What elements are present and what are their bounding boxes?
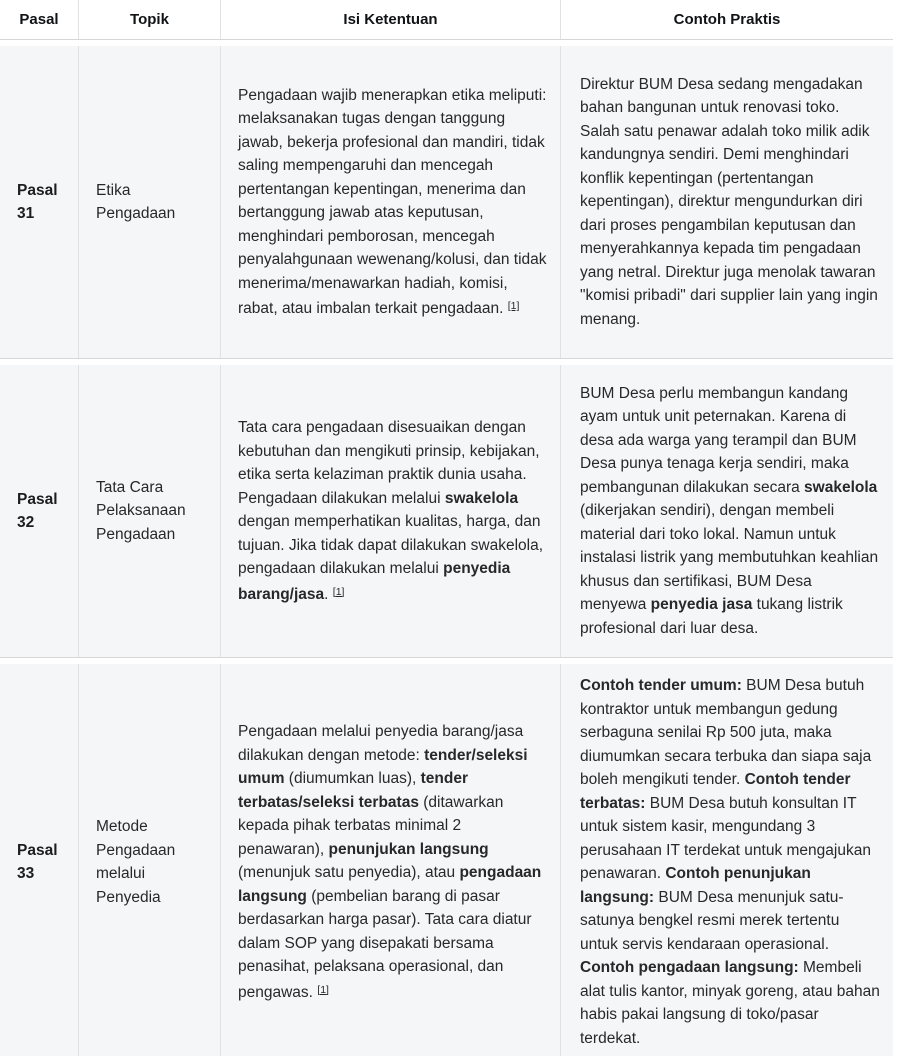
isi-ketentuan-text: [238, 84, 547, 321]
bold-text-segment: tender terbatas/seleksi terbatas: [238, 770, 468, 811]
contoh-praktis-text: [580, 73, 880, 332]
bold-text-segment: penyedia barang/jasa: [238, 560, 511, 603]
contoh-praktis-text: [580, 674, 880, 1050]
table-row: [0, 46, 893, 359]
pasal-cell: [0, 365, 78, 657]
text-segment: (dikerjakan sendiri), dengan membeli material dari toko lokal. Namun untuk instalasi listrik yang membutuhkan keahlian khusus dan sertifikasi, BUM Desa menyewa: [580, 502, 879, 614]
bold-text-segment: swakelola: [804, 478, 878, 496]
text-segment: .: [324, 585, 333, 603]
text-segment: BUM Desa butuh konsultan IT untuk sistem kasir, mengundang 3 perusahaan IT terdekat untuk mengajukan penawaran.: [580, 794, 871, 882]
bold-text-segment: Contoh tender terbatas:: [580, 771, 851, 812]
isi-ketentuan-cell: [220, 365, 560, 657]
table-row: [0, 664, 893, 1056]
text-segment: BUM Desa menunjuk satu-satunya bengkel resmi merek tertentu untuk servis kendaraan operasional.: [580, 888, 844, 953]
contoh-praktis-cell: [560, 365, 893, 657]
text-segment: (ditawarkan kepada pihak terbatas minimal 2 penawaran),: [238, 793, 504, 858]
text-segment: Tata cara pengadaan disesuaikan dengan kebutuhan dan mengikuti prinsip, kebijakan, etika serta kelaziman praktik dunia usaha. Pengadaan dilakukan melalui: [238, 419, 540, 507]
pasal-label: Pasal 31: [17, 181, 58, 222]
text-segment: (diumumkan luas),: [284, 770, 421, 787]
text-segment: BUM Desa butuh kontraktor untuk membangun gedung serbaguna senilai Rp 500 juta, maka diumumkan secara terbuka dan siapa saja boleh mengikuti tender.: [580, 677, 872, 788]
header-cell-contoh-praktis: Contoh Praktis: [560, 0, 893, 39]
bold-text-segment: penyedia jasa: [650, 596, 753, 614]
text-segment: tukang listrik profesional dari luar desa.: [580, 596, 843, 637]
contoh-praktis-text: [580, 382, 880, 641]
text-segment: (pembelian barang di pasar berdasarkan harga pasar). Tata cara diatur dalam SOP yang disepakati bersama penasihat, pelaksana operasional, dan pengawas.: [238, 887, 532, 1001]
text-segment: Pengadaan wajib menerapkan etika meliputi: melaksanakan tugas dengan tanggung jawab, bekerja profesional dan mandiri, tidak saling mempengaruhi dan mencegah pertentangan kepentingan, menerima dan bertanggung jawab atas keputusan, menghindari pemborosan, mencegah penyalahgunaan wewenang/kolusi, dan tidak menerima/menawarkan hadiah, komisi, rabat, atau imbalan terkait pengadaan.: [238, 86, 547, 317]
contoh-praktis-cell: [560, 664, 893, 1056]
topik-cell: [78, 365, 220, 657]
header-cell-topik: Topik: [78, 0, 220, 39]
isi-ketentuan-text: [238, 416, 547, 606]
bold-text-segment: tender/seleksi umum: [238, 746, 528, 787]
pasal-cell: [0, 46, 78, 358]
citation-link[interactable]: [1]: [317, 983, 329, 996]
text-segment: dengan memperhatikan kualitas, harga, dan tujuan. Jika tidak dapat dilakukan swakelola, pengadaan dilakukan melalui: [238, 513, 544, 577]
citation-link[interactable]: [1]: [507, 300, 520, 312]
table-header-row: [0, 0, 893, 40]
bold-text-segment: Contoh pengadaan langsung:: [580, 959, 799, 976]
topik-label: Etika Pengadaan: [96, 181, 176, 222]
text-segment: Membeli alat tulis kantor, minyak goreng, atau bahan habis pakai langsung di toko/pasar terdekat.: [580, 959, 880, 1047]
text-segment: Pengadaan melalui penyedia barang/jasa dilakukan dengan metode:: [238, 723, 524, 764]
topik-label: Tata Cara Pelaksanaan Pengadaan: [96, 478, 186, 543]
bold-text-segment: swakelola: [444, 489, 519, 507]
isi-ketentuan-cell: [220, 46, 560, 358]
pasal-label: Pasal 33: [17, 841, 58, 882]
header-cell-isi-ketentuan: Isi Ketentuan: [220, 0, 560, 39]
bold-text-segment: Contoh tender umum:: [580, 677, 742, 694]
text-segment: BUM Desa perlu membangun kandang ayam untuk unit peternakan. Karena di desa ada warga yang terampil dan BUM Desa punya tenaga kerja sendiri, maka pembangunan dilakukan secara: [580, 384, 857, 496]
pasal-cell: [0, 664, 78, 1056]
topik-cell: [78, 46, 220, 358]
header-cell-pasal: Pasal: [19, 11, 59, 28]
table-row: [0, 365, 893, 658]
pasal-label: Pasal 32: [17, 490, 58, 531]
bold-text-segment: penunjukan langsung: [328, 840, 489, 858]
isi-ketentuan-text: [238, 720, 547, 1004]
bold-text-segment: pengadaan langsung: [238, 864, 542, 905]
topik-cell: [78, 664, 220, 1056]
contoh-praktis-cell: [560, 46, 893, 358]
isi-ketentuan-cell: [220, 664, 560, 1056]
citation-link[interactable]: [1]: [332, 585, 345, 598]
topik-label: Metode Pengadaan melalui Penyedia: [96, 818, 176, 906]
bold-text-segment: Contoh penunjukan langsung:: [580, 865, 811, 906]
text-segment: Direktur BUM Desa sedang mengadakan bahan bangunan untuk renovasi toko. Salah satu penawar adalah toko milik adik kandungnya sendiri. Demi menghindari konflik kepentingan (pertentangan kepentingan), direktur mengundurkan diri dari proses pengambilan keputusan dan menyerahkannya kepada tim pengadaan yang netral. Direktur juga menolak tawaran "komisi pribadi" dari supplier lain yang ingin menang.: [580, 75, 878, 328]
text-segment: (menunjuk satu penyedia), atau: [238, 864, 460, 881]
